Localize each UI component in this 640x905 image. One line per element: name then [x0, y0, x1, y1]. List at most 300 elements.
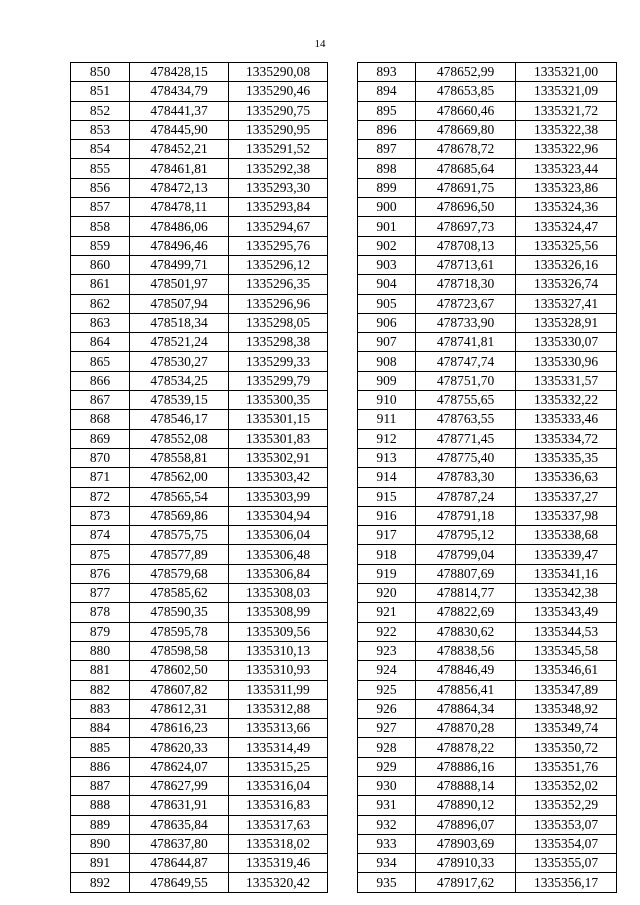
table-row: [71, 834, 328, 853]
point-number-cell: 884: [71, 719, 130, 738]
table-row: [71, 796, 328, 815]
table-row: [358, 255, 617, 274]
table-row: [71, 333, 328, 352]
table-row: [71, 352, 328, 371]
x-coordinate-cell: 478697,73: [416, 217, 516, 236]
point-number-cell: 889: [71, 815, 130, 834]
y-coordinate-cell: 1335321,00: [516, 63, 617, 82]
table-row: [358, 661, 617, 680]
x-coordinate-cell: 478579,68: [130, 564, 229, 583]
point-number-cell: 876: [71, 564, 130, 583]
point-number-cell: 917: [358, 526, 416, 545]
coordinates-table-left-body: [71, 63, 328, 893]
point-number-cell: 867: [71, 391, 130, 410]
y-coordinate-cell: 1335335,35: [516, 448, 617, 467]
y-coordinate-cell: 1335306,04: [229, 526, 328, 545]
point-number-cell: 896: [358, 120, 416, 139]
point-number-cell: 885: [71, 738, 130, 757]
page-number: 14: [314, 38, 326, 50]
point-number-cell: 893: [358, 63, 416, 82]
y-coordinate-cell: 1335354,07: [516, 834, 617, 853]
x-coordinate-cell: 478507,94: [130, 294, 229, 313]
table-row: [358, 391, 617, 410]
point-number-cell: 929: [358, 757, 416, 776]
y-coordinate-cell: 1335323,44: [516, 159, 617, 178]
x-coordinate-cell: 478461,81: [130, 159, 229, 178]
y-coordinate-cell: 1335337,27: [516, 487, 617, 506]
table-row: [71, 410, 328, 429]
y-coordinate-cell: 1335322,38: [516, 120, 617, 139]
y-coordinate-cell: 1335308,03: [229, 584, 328, 603]
x-coordinate-cell: 478741,81: [416, 333, 516, 352]
table-row: [358, 429, 617, 448]
x-coordinate-cell: 478472,13: [130, 178, 229, 197]
table-row: [71, 545, 328, 564]
point-number-cell: 852: [71, 101, 130, 120]
y-coordinate-cell: 1335337,98: [516, 506, 617, 525]
table-row: [358, 333, 617, 352]
table-row: [71, 661, 328, 680]
x-coordinate-cell: 478428,15: [130, 63, 229, 82]
x-coordinate-cell: 478886,16: [416, 757, 516, 776]
table-row: [71, 506, 328, 525]
table-row: [71, 101, 328, 120]
point-number-cell: 853: [71, 120, 130, 139]
table-row: [358, 198, 617, 217]
y-coordinate-cell: 1335348,92: [516, 699, 617, 718]
table-row: [358, 873, 617, 892]
table-row: [71, 815, 328, 834]
point-number-cell: 869: [71, 429, 130, 448]
x-coordinate-cell: 478631,91: [130, 796, 229, 815]
y-coordinate-cell: 1335291,52: [229, 140, 328, 159]
y-coordinate-cell: 1335324,36: [516, 198, 617, 217]
point-number-cell: 879: [71, 622, 130, 641]
y-coordinate-cell: 1335290,75: [229, 101, 328, 120]
y-coordinate-cell: 1335343,49: [516, 603, 617, 622]
table-row: [71, 526, 328, 545]
table-row: [358, 313, 617, 332]
point-number-cell: 935: [358, 873, 416, 892]
point-number-cell: 886: [71, 757, 130, 776]
x-coordinate-cell: 478552,08: [130, 429, 229, 448]
y-coordinate-cell: 1335324,47: [516, 217, 617, 236]
x-coordinate-cell: 478775,40: [416, 448, 516, 467]
y-coordinate-cell: 1335352,02: [516, 776, 617, 795]
y-coordinate-cell: 1335347,89: [516, 680, 617, 699]
y-coordinate-cell: 1335321,72: [516, 101, 617, 120]
table-row: [71, 63, 328, 82]
x-coordinate-cell: 478452,21: [130, 140, 229, 159]
y-coordinate-cell: 1335316,83: [229, 796, 328, 815]
x-coordinate-cell: 478878,22: [416, 738, 516, 757]
table-row: [71, 564, 328, 583]
table-row: [358, 487, 617, 506]
y-coordinate-cell: 1335310,13: [229, 641, 328, 660]
y-coordinate-cell: 1335316,04: [229, 776, 328, 795]
table-row: [71, 255, 328, 274]
x-coordinate-cell: 478607,82: [130, 680, 229, 699]
x-coordinate-cell: 478496,46: [130, 236, 229, 255]
x-coordinate-cell: 478846,49: [416, 661, 516, 680]
point-number-cell: 927: [358, 719, 416, 738]
point-number-cell: 892: [71, 873, 130, 892]
point-number-cell: 934: [358, 854, 416, 873]
point-number-cell: 916: [358, 506, 416, 525]
table-row: [71, 641, 328, 660]
table-row: [358, 719, 617, 738]
y-coordinate-cell: 1335331,57: [516, 371, 617, 390]
point-number-cell: 901: [358, 217, 416, 236]
table-row: [71, 275, 328, 294]
x-coordinate-cell: 478799,04: [416, 545, 516, 564]
x-coordinate-cell: 478558,81: [130, 448, 229, 467]
point-number-cell: 908: [358, 352, 416, 371]
x-coordinate-cell: 478624,07: [130, 757, 229, 776]
x-coordinate-cell: 478521,24: [130, 333, 229, 352]
y-coordinate-cell: 1335300,35: [229, 391, 328, 410]
point-number-cell: 859: [71, 236, 130, 255]
y-coordinate-cell: 1335318,02: [229, 834, 328, 853]
y-coordinate-cell: 1335311,99: [229, 680, 328, 699]
x-coordinate-cell: 478822,69: [416, 603, 516, 622]
table-row: [71, 236, 328, 255]
y-coordinate-cell: 1335322,96: [516, 140, 617, 159]
table-row: [358, 217, 617, 236]
x-coordinate-cell: 478723,67: [416, 294, 516, 313]
point-number-cell: 874: [71, 526, 130, 545]
x-coordinate-cell: 478534,25: [130, 371, 229, 390]
y-coordinate-cell: 1335320,42: [229, 873, 328, 892]
table-row: [358, 815, 617, 834]
x-coordinate-cell: 478896,07: [416, 815, 516, 834]
y-coordinate-cell: 1335314,49: [229, 738, 328, 757]
y-coordinate-cell: 1335306,84: [229, 564, 328, 583]
x-coordinate-cell: 478807,69: [416, 564, 516, 583]
x-coordinate-cell: 478649,55: [130, 873, 229, 892]
x-coordinate-cell: 478486,06: [130, 217, 229, 236]
point-number-cell: 928: [358, 738, 416, 757]
x-coordinate-cell: 478635,84: [130, 815, 229, 834]
point-number-cell: 855: [71, 159, 130, 178]
point-number-cell: 930: [358, 776, 416, 795]
x-coordinate-cell: 478917,62: [416, 873, 516, 892]
x-coordinate-cell: 478585,62: [130, 584, 229, 603]
point-number-cell: 899: [358, 178, 416, 197]
y-coordinate-cell: 1335345,58: [516, 641, 617, 660]
point-number-cell: 850: [71, 63, 130, 82]
x-coordinate-cell: 478539,15: [130, 391, 229, 410]
x-coordinate-cell: 478747,74: [416, 352, 516, 371]
x-coordinate-cell: 478795,12: [416, 526, 516, 545]
x-coordinate-cell: 478830,62: [416, 622, 516, 641]
x-coordinate-cell: 478814,77: [416, 584, 516, 603]
x-coordinate-cell: 478771,45: [416, 429, 516, 448]
x-coordinate-cell: 478660,46: [416, 101, 516, 120]
x-coordinate-cell: 478644,87: [130, 854, 229, 873]
table-row: [71, 120, 328, 139]
table-row: [358, 236, 617, 255]
point-number-cell: 873: [71, 506, 130, 525]
point-number-cell: 898: [358, 159, 416, 178]
x-coordinate-cell: 478856,41: [416, 680, 516, 699]
point-number-cell: 913: [358, 448, 416, 467]
y-coordinate-cell: 1335350,72: [516, 738, 617, 757]
y-coordinate-cell: 1335344,53: [516, 622, 617, 641]
point-number-cell: 906: [358, 313, 416, 332]
x-coordinate-cell: 478910,33: [416, 854, 516, 873]
table-row: [358, 448, 617, 467]
table-row: [71, 371, 328, 390]
x-coordinate-cell: 478763,55: [416, 410, 516, 429]
point-number-cell: 890: [71, 834, 130, 853]
y-coordinate-cell: 1335353,07: [516, 815, 617, 834]
table-row: [358, 699, 617, 718]
coordinates-table-right: [357, 62, 617, 893]
table-row: [71, 680, 328, 699]
table-row: [358, 564, 617, 583]
y-coordinate-cell: 1335290,46: [229, 82, 328, 101]
table-row: [358, 63, 617, 82]
point-number-cell: 865: [71, 352, 130, 371]
y-coordinate-cell: 1335301,15: [229, 410, 328, 429]
x-coordinate-cell: 478562,00: [130, 468, 229, 487]
x-coordinate-cell: 478733,90: [416, 313, 516, 332]
point-number-cell: 910: [358, 391, 416, 410]
table-row: [358, 101, 617, 120]
x-coordinate-cell: 478499,71: [130, 255, 229, 274]
point-number-cell: 912: [358, 429, 416, 448]
y-coordinate-cell: 1335302,91: [229, 448, 328, 467]
y-coordinate-cell: 1335304,94: [229, 506, 328, 525]
point-number-cell: 926: [358, 699, 416, 718]
x-coordinate-cell: 478713,61: [416, 255, 516, 274]
point-number-cell: 887: [71, 776, 130, 795]
x-coordinate-cell: 478546,17: [130, 410, 229, 429]
table-row: [71, 603, 328, 622]
point-number-cell: 894: [358, 82, 416, 101]
point-number-cell: 882: [71, 680, 130, 699]
point-number-cell: 895: [358, 101, 416, 120]
y-coordinate-cell: 1335292,38: [229, 159, 328, 178]
point-number-cell: 900: [358, 198, 416, 217]
point-number-cell: 864: [71, 333, 130, 352]
x-coordinate-cell: 478708,13: [416, 236, 516, 255]
table-row: [358, 159, 617, 178]
y-coordinate-cell: 1335327,41: [516, 294, 617, 313]
point-number-cell: 903: [358, 255, 416, 274]
y-coordinate-cell: 1335296,96: [229, 294, 328, 313]
point-number-cell: 878: [71, 603, 130, 622]
table-row: [71, 468, 328, 487]
table-row: [71, 82, 328, 101]
x-coordinate-cell: 478838,56: [416, 641, 516, 660]
table-row: [71, 757, 328, 776]
point-number-cell: 925: [358, 680, 416, 699]
y-coordinate-cell: 1335295,76: [229, 236, 328, 255]
y-coordinate-cell: 1335341,16: [516, 564, 617, 583]
table-row: [71, 854, 328, 873]
x-coordinate-cell: 478518,34: [130, 313, 229, 332]
x-coordinate-cell: 478627,99: [130, 776, 229, 795]
x-coordinate-cell: 478890,12: [416, 796, 516, 815]
point-number-cell: 897: [358, 140, 416, 159]
x-coordinate-cell: 478903,69: [416, 834, 516, 853]
coordinates-table-left: [70, 62, 328, 893]
point-number-cell: 919: [358, 564, 416, 583]
y-coordinate-cell: 1335356,17: [516, 873, 617, 892]
table-row: [358, 82, 617, 101]
y-coordinate-cell: 1335308,99: [229, 603, 328, 622]
point-number-cell: 911: [358, 410, 416, 429]
table-row: [71, 140, 328, 159]
y-coordinate-cell: 1335326,74: [516, 275, 617, 294]
point-number-cell: 921: [358, 603, 416, 622]
table-row: [71, 719, 328, 738]
point-number-cell: 857: [71, 198, 130, 217]
point-number-cell: 875: [71, 545, 130, 564]
x-coordinate-cell: 478637,80: [130, 834, 229, 853]
table-row: [358, 526, 617, 545]
point-number-cell: 877: [71, 584, 130, 603]
y-coordinate-cell: 1335330,96: [516, 352, 617, 371]
y-coordinate-cell: 1335330,07: [516, 333, 617, 352]
table-row: [358, 352, 617, 371]
table-row: [71, 391, 328, 410]
y-coordinate-cell: 1335351,76: [516, 757, 617, 776]
x-coordinate-cell: 478696,50: [416, 198, 516, 217]
x-coordinate-cell: 478870,28: [416, 719, 516, 738]
y-coordinate-cell: 1335294,67: [229, 217, 328, 236]
table-row: [71, 178, 328, 197]
y-coordinate-cell: 1335298,38: [229, 333, 328, 352]
y-coordinate-cell: 1335339,47: [516, 545, 617, 564]
point-number-cell: 932: [358, 815, 416, 834]
y-coordinate-cell: 1335301,83: [229, 429, 328, 448]
y-coordinate-cell: 1335296,35: [229, 275, 328, 294]
x-coordinate-cell: 478678,72: [416, 140, 516, 159]
table-row: [71, 776, 328, 795]
table-row: [358, 506, 617, 525]
x-coordinate-cell: 478565,54: [130, 487, 229, 506]
point-number-cell: 883: [71, 699, 130, 718]
point-number-cell: 881: [71, 661, 130, 680]
x-coordinate-cell: 478888,14: [416, 776, 516, 795]
point-number-cell: 923: [358, 641, 416, 660]
point-number-cell: 907: [358, 333, 416, 352]
y-coordinate-cell: 1335328,91: [516, 313, 617, 332]
table-row: [358, 371, 617, 390]
point-number-cell: 851: [71, 82, 130, 101]
y-coordinate-cell: 1335334,72: [516, 429, 617, 448]
x-coordinate-cell: 478783,30: [416, 468, 516, 487]
y-coordinate-cell: 1335303,99: [229, 487, 328, 506]
x-coordinate-cell: 478598,58: [130, 641, 229, 660]
table-row: [71, 313, 328, 332]
x-coordinate-cell: 478653,85: [416, 82, 516, 101]
y-coordinate-cell: 1335293,84: [229, 198, 328, 217]
y-coordinate-cell: 1335309,56: [229, 622, 328, 641]
x-coordinate-cell: 478691,75: [416, 178, 516, 197]
x-coordinate-cell: 478445,90: [130, 120, 229, 139]
table-row: [358, 796, 617, 815]
y-coordinate-cell: 1335338,68: [516, 526, 617, 545]
coordinates-table-right-body: [358, 63, 617, 893]
point-number-cell: 904: [358, 275, 416, 294]
point-number-cell: 891: [71, 854, 130, 873]
y-coordinate-cell: 1335299,33: [229, 352, 328, 371]
table-row: [358, 738, 617, 757]
y-coordinate-cell: 1335326,16: [516, 255, 617, 274]
y-coordinate-cell: 1335303,42: [229, 468, 328, 487]
point-number-cell: 871: [71, 468, 130, 487]
x-coordinate-cell: 478864,34: [416, 699, 516, 718]
x-coordinate-cell: 478652,99: [416, 63, 516, 82]
point-number-cell: 860: [71, 255, 130, 274]
table-row: [358, 275, 617, 294]
x-coordinate-cell: 478441,37: [130, 101, 229, 120]
x-coordinate-cell: 478530,27: [130, 352, 229, 371]
table-row: [71, 584, 328, 603]
x-coordinate-cell: 478575,75: [130, 526, 229, 545]
table-row: [358, 410, 617, 429]
y-coordinate-cell: 1335315,25: [229, 757, 328, 776]
point-number-cell: 918: [358, 545, 416, 564]
table-row: [71, 198, 328, 217]
table-row: [71, 217, 328, 236]
y-coordinate-cell: 1335299,79: [229, 371, 328, 390]
y-coordinate-cell: 1335333,46: [516, 410, 617, 429]
y-coordinate-cell: 1335317,63: [229, 815, 328, 834]
y-coordinate-cell: 1335312,88: [229, 699, 328, 718]
y-coordinate-cell: 1335342,38: [516, 584, 617, 603]
table-row: [358, 854, 617, 873]
table-row: [358, 641, 617, 660]
table-row: [358, 140, 617, 159]
x-coordinate-cell: 478791,18: [416, 506, 516, 525]
point-number-cell: 922: [358, 622, 416, 641]
point-number-cell: 924: [358, 661, 416, 680]
point-number-cell: 854: [71, 140, 130, 159]
table-row: [71, 448, 328, 467]
y-coordinate-cell: 1335296,12: [229, 255, 328, 274]
x-coordinate-cell: 478478,11: [130, 198, 229, 217]
y-coordinate-cell: 1335336,63: [516, 468, 617, 487]
table-row: [358, 680, 617, 699]
x-coordinate-cell: 478751,70: [416, 371, 516, 390]
x-coordinate-cell: 478755,65: [416, 391, 516, 410]
table-row: [71, 294, 328, 313]
table-row: [358, 622, 617, 641]
y-coordinate-cell: 1335325,56: [516, 236, 617, 255]
point-number-cell: 888: [71, 796, 130, 815]
y-coordinate-cell: 1335290,08: [229, 63, 328, 82]
x-coordinate-cell: 478602,50: [130, 661, 229, 680]
table-row: [358, 776, 617, 795]
point-number-cell: 866: [71, 371, 130, 390]
point-number-cell: 914: [358, 468, 416, 487]
point-number-cell: 931: [358, 796, 416, 815]
table-row: [358, 603, 617, 622]
table-row: [71, 622, 328, 641]
table-row: [358, 545, 617, 564]
table-row: [358, 468, 617, 487]
x-coordinate-cell: 478595,78: [130, 622, 229, 641]
table-row: [71, 699, 328, 718]
x-coordinate-cell: 478620,33: [130, 738, 229, 757]
y-coordinate-cell: 1335293,30: [229, 178, 328, 197]
table-row: [358, 178, 617, 197]
